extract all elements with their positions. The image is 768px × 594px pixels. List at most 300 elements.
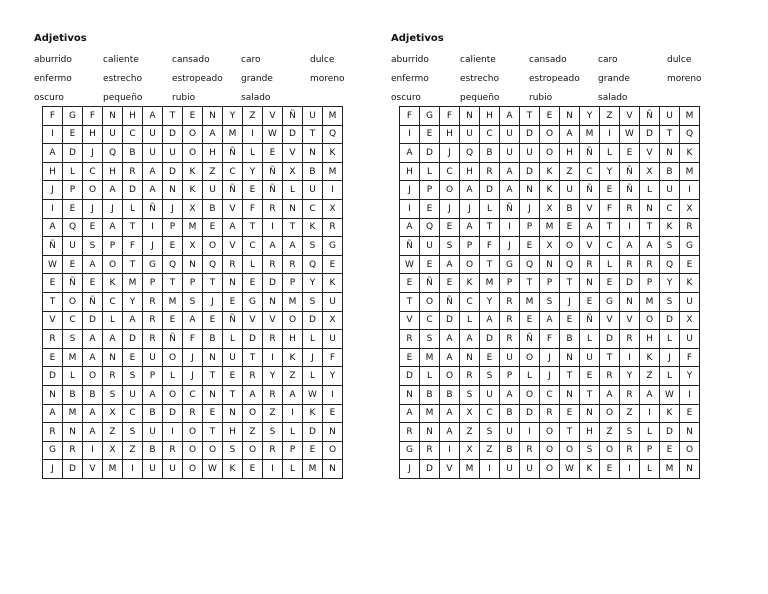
grid-cell: U [143, 125, 163, 144]
grid-cell: J [440, 144, 460, 163]
grid-cell: K [283, 348, 303, 367]
grid-cell: U [123, 385, 143, 404]
grid-cell: M [580, 125, 600, 144]
grid-cell: A [83, 348, 103, 367]
grid-cell: L [63, 367, 83, 386]
grid-cell: T [223, 385, 243, 404]
grid-cell: Ñ [43, 237, 63, 256]
grid-cell: V [640, 144, 660, 163]
grid-cell: S [123, 423, 143, 442]
grid-cell: T [560, 423, 580, 442]
grid-cell: J [400, 181, 420, 200]
grid-cell: C [83, 162, 103, 181]
grid-cell: Y [620, 367, 640, 386]
grid-cell: A [43, 144, 63, 163]
grid-cell: X [323, 311, 343, 330]
grid-cell: B [143, 404, 163, 423]
worksheet-title: Adjetivos [391, 33, 444, 44]
grid-cell: S [440, 237, 460, 256]
grid-cell: I [480, 460, 500, 479]
grid-cell: I [620, 460, 640, 479]
grid-cell: O [680, 441, 700, 460]
grid-row [400, 385, 700, 404]
grid-cell: O [203, 441, 223, 460]
grid-cell: A [400, 144, 420, 163]
grid-row [400, 274, 700, 293]
word-list-item: grande [598, 74, 630, 84]
grid-cell: Ñ [263, 162, 283, 181]
grid-cell: O [183, 125, 203, 144]
grid-cell: Q [680, 125, 700, 144]
grid-cell: Z [103, 423, 123, 442]
word-list-item: estrecho [460, 74, 499, 84]
grid-cell: C [480, 125, 500, 144]
grid-cell: M [323, 162, 343, 181]
grid-cell: X [680, 311, 700, 330]
grid-cell: R [103, 367, 123, 386]
grid-cell: H [283, 330, 303, 349]
grid-cell: E [420, 125, 440, 144]
letter-grid-wrapper [42, 106, 343, 479]
grid-cell: A [183, 311, 203, 330]
grid-cell: I [620, 218, 640, 237]
grid-cell: J [83, 199, 103, 218]
grid-cell: Ñ [520, 330, 540, 349]
grid-cell: Ñ [263, 181, 283, 200]
word-list-item: pequeño [460, 93, 500, 103]
grid-cell: A [283, 385, 303, 404]
grid-cell: L [243, 144, 263, 163]
grid-cell: R [243, 367, 263, 386]
grid-cell: U [323, 330, 343, 349]
grid-cell: M [163, 292, 183, 311]
grid-cell: B [480, 144, 500, 163]
grid-cell: P [63, 181, 83, 200]
grid-row [43, 125, 343, 144]
grid-cell: U [660, 181, 680, 200]
grid-cell: X [640, 162, 660, 181]
grid-cell: L [420, 367, 440, 386]
grid-cell: R [323, 218, 343, 237]
grid-cell: E [243, 460, 263, 479]
grid-cell: L [303, 330, 323, 349]
grid-row [400, 367, 700, 386]
grid-cell: D [640, 125, 660, 144]
grid-cell: N [263, 292, 283, 311]
grid-cell: E [520, 311, 540, 330]
grid-cell: N [460, 348, 480, 367]
grid-cell: O [163, 385, 183, 404]
grid-cell: U [420, 237, 440, 256]
grid-cell: C [243, 237, 263, 256]
grid-cell: Ñ [63, 274, 83, 293]
grid-cell: V [83, 460, 103, 479]
grid-cell: R [143, 311, 163, 330]
grid-cell: T [163, 107, 183, 126]
grid-cell: K [460, 274, 480, 293]
grid-cell: A [440, 330, 460, 349]
grid-cell: F [540, 330, 560, 349]
grid-cell: P [163, 218, 183, 237]
grid-cell: A [223, 218, 243, 237]
grid-cell: B [123, 144, 143, 163]
grid-cell: M [183, 218, 203, 237]
grid-cell: C [580, 162, 600, 181]
grid-cell: A [103, 218, 123, 237]
word-search-panel-left [34, 32, 364, 475]
grid-row [400, 404, 700, 423]
letter-grid [399, 106, 700, 479]
grid-cell: V [43, 311, 63, 330]
grid-cell: D [283, 125, 303, 144]
grid-row [400, 237, 700, 256]
grid-cell: T [243, 348, 263, 367]
grid-cell: G [63, 107, 83, 126]
grid-cell: Q [63, 218, 83, 237]
grid-cell: R [263, 199, 283, 218]
grid-cell: G [600, 292, 620, 311]
grid-cell: V [223, 199, 243, 218]
grid-cell: Ñ [580, 311, 600, 330]
grid-cell: S [480, 367, 500, 386]
grid-cell: P [640, 441, 660, 460]
grid-cell: Y [243, 162, 263, 181]
grid-row [43, 385, 343, 404]
grid-cell: L [640, 423, 660, 442]
grid-cell: E [43, 274, 63, 293]
grid-cell: S [183, 292, 203, 311]
grid-cell: W [203, 460, 223, 479]
grid-cell: T [400, 292, 420, 311]
grid-cell: U [500, 348, 520, 367]
grid-cell: R [500, 311, 520, 330]
grid-cell: I [640, 404, 660, 423]
grid-cell: N [63, 423, 83, 442]
grid-cell: Y [263, 367, 283, 386]
grid-cell: Ñ [223, 144, 243, 163]
grid-cell: K [660, 404, 680, 423]
grid-cell: Y [660, 274, 680, 293]
grid-cell: F [43, 107, 63, 126]
grid-cell: X [540, 199, 560, 218]
grid-cell: F [243, 199, 263, 218]
grid-cell: V [243, 311, 263, 330]
grid-cell: J [163, 199, 183, 218]
grid-cell: I [263, 460, 283, 479]
word-list-item: estropeado [529, 74, 580, 84]
grid-cell: X [283, 162, 303, 181]
grid-cell: C [303, 199, 323, 218]
grid-cell: A [620, 237, 640, 256]
grid-cell: R [620, 385, 640, 404]
grid-cell: A [540, 311, 560, 330]
grid-cell: U [460, 125, 480, 144]
grid-cell: W [660, 385, 680, 404]
grid-cell: S [303, 292, 323, 311]
grid-cell: R [400, 330, 420, 349]
grid-cell: O [540, 460, 560, 479]
grid-cell: W [303, 385, 323, 404]
grid-cell: H [480, 107, 500, 126]
grid-cell: J [460, 199, 480, 218]
grid-cell: S [480, 423, 500, 442]
grid-cell: Ñ [580, 181, 600, 200]
word-list-item: cansado [172, 55, 210, 65]
grid-cell: O [540, 144, 560, 163]
grid-cell: E [560, 404, 580, 423]
grid-cell: F [680, 348, 700, 367]
grid-cell: U [500, 144, 520, 163]
grid-cell: H [83, 125, 103, 144]
grid-cell: U [163, 144, 183, 163]
grid-cell: L [283, 181, 303, 200]
grid-cell: R [480, 162, 500, 181]
grid-cell: N [283, 199, 303, 218]
grid-row [43, 460, 343, 479]
grid-row [43, 292, 343, 311]
grid-cell: W [43, 255, 63, 274]
grid-cell: N [103, 348, 123, 367]
grid-cell: U [303, 181, 323, 200]
grid-cell: A [243, 385, 263, 404]
grid-cell: E [83, 218, 103, 237]
grid-cell: D [163, 125, 183, 144]
grid-cell: N [303, 144, 323, 163]
grid-cell: N [420, 423, 440, 442]
word-list-item: oscuro [34, 93, 64, 103]
grid-cell: T [580, 385, 600, 404]
grid-cell: U [143, 423, 163, 442]
grid-row [400, 423, 700, 442]
grid-row [43, 107, 343, 126]
grid-cell: E [203, 404, 223, 423]
grid-cell: O [323, 441, 343, 460]
grid-cell: Ñ [83, 292, 103, 311]
grid-row [43, 162, 343, 181]
grid-cell: K [103, 274, 123, 293]
grid-cell: B [660, 162, 680, 181]
grid-cell: R [43, 330, 63, 349]
grid-cell: A [600, 385, 620, 404]
grid-cell: N [560, 385, 580, 404]
grid-cell: V [440, 460, 460, 479]
grid-cell: I [680, 181, 700, 200]
grid-cell: N [520, 181, 540, 200]
grid-cell: V [580, 237, 600, 256]
word-list [34, 51, 364, 108]
grid-cell: O [283, 311, 303, 330]
grid-cell: A [400, 218, 420, 237]
grid-cell: P [500, 367, 520, 386]
grid-cell: E [480, 348, 500, 367]
grid-cell: O [520, 385, 540, 404]
grid-cell: F [600, 199, 620, 218]
grid-cell: V [600, 311, 620, 330]
grid-cell: L [123, 199, 143, 218]
grid-cell: I [283, 404, 303, 423]
grid-row [43, 404, 343, 423]
word-list-item: salado [598, 93, 628, 103]
grid-cell: L [283, 460, 303, 479]
grid-cell: A [143, 181, 163, 200]
grid-cell: K [323, 274, 343, 293]
grid-cell: M [480, 274, 500, 293]
grid-cell: B [83, 385, 103, 404]
word-list-item: enfermo [34, 74, 72, 84]
grid-cell: U [143, 460, 163, 479]
grid-cell: H [203, 144, 223, 163]
grid-cell: Q [103, 144, 123, 163]
grid-cell: C [420, 311, 440, 330]
grid-cell: R [540, 404, 560, 423]
grid-cell: J [500, 237, 520, 256]
grid-cell: G [420, 107, 440, 126]
grid-cell: K [183, 181, 203, 200]
grid-cell: Z [283, 367, 303, 386]
grid-cell: J [43, 181, 63, 200]
grid-cell: U [63, 237, 83, 256]
grid-cell: Q [420, 218, 440, 237]
grid-cell: R [143, 292, 163, 311]
grid-cell: A [460, 218, 480, 237]
grid-cell: U [323, 292, 343, 311]
grid-cell: O [243, 441, 263, 460]
grid-cell: U [223, 348, 243, 367]
grid-cell: L [600, 144, 620, 163]
grid-cell: T [203, 274, 223, 293]
grid-cell: O [163, 348, 183, 367]
grid-cell: E [183, 107, 203, 126]
word-list-item: moreno [310, 74, 345, 84]
grid-cell: A [560, 125, 580, 144]
grid-cell: J [440, 199, 460, 218]
grid-cell: R [263, 441, 283, 460]
grid-row [43, 255, 343, 274]
grid-cell: R [63, 441, 83, 460]
grid-cell: C [480, 404, 500, 423]
grid-cell: A [143, 385, 163, 404]
grid-cell: H [400, 162, 420, 181]
grid-row [400, 107, 700, 126]
grid-row [400, 348, 700, 367]
word-list-item: caliente [460, 55, 496, 65]
grid-row [400, 441, 700, 460]
grid-cell: M [283, 292, 303, 311]
grid-cell: O [103, 255, 123, 274]
grid-cell: Y [600, 162, 620, 181]
grid-cell: J [303, 348, 323, 367]
grid-cell: E [400, 274, 420, 293]
grid-cell: R [263, 255, 283, 274]
grid-cell: L [103, 311, 123, 330]
grid-cell: V [400, 311, 420, 330]
grid-cell: P [183, 274, 203, 293]
grid-cell: F [323, 348, 343, 367]
grid-cell: M [303, 460, 323, 479]
grid-cell: A [500, 107, 520, 126]
grid-cell: S [223, 441, 243, 460]
grid-cell: L [63, 162, 83, 181]
grid-cell: D [43, 367, 63, 386]
grid-cell: L [600, 255, 620, 274]
grid-cell: A [460, 330, 480, 349]
grid-cell: P [540, 274, 560, 293]
grid-cell: Z [263, 404, 283, 423]
grid-cell: A [440, 404, 460, 423]
grid-row [400, 199, 700, 218]
grid-cell: Ñ [223, 311, 243, 330]
grid-cell: J [540, 348, 560, 367]
grid-cell: L [660, 367, 680, 386]
grid-cell: M [420, 404, 440, 423]
grid-cell: R [460, 367, 480, 386]
grid-cell: E [520, 237, 540, 256]
grid-cell: E [620, 144, 640, 163]
grid-cell: E [63, 255, 83, 274]
grid-cell: R [620, 199, 640, 218]
grid-cell: A [83, 423, 103, 442]
grid-cell: G [323, 237, 343, 256]
grid-cell: G [43, 441, 63, 460]
grid-cell: U [203, 181, 223, 200]
grid-cell: O [600, 404, 620, 423]
grid-cell: Z [460, 423, 480, 442]
grid-cell: P [283, 274, 303, 293]
grid-cell: U [163, 460, 183, 479]
grid-cell: Z [123, 441, 143, 460]
grid-cell: R [500, 330, 520, 349]
grid-cell: T [520, 274, 540, 293]
grid-cell: N [400, 385, 420, 404]
grid-cell: S [63, 330, 83, 349]
grid-cell: Ñ [420, 274, 440, 293]
grid-cell: E [203, 311, 223, 330]
grid-cell: J [540, 367, 560, 386]
grid-cell: I [43, 199, 63, 218]
grid-cell: H [440, 125, 460, 144]
worksheet-title: Adjetivos [34, 33, 87, 44]
grid-cell: D [163, 404, 183, 423]
grid-cell: B [500, 441, 520, 460]
grid-cell: C [183, 385, 203, 404]
grid-cell: M [460, 460, 480, 479]
grid-cell: I [243, 125, 263, 144]
grid-cell: D [163, 162, 183, 181]
grid-row [43, 441, 343, 460]
grid-row [400, 125, 700, 144]
grid-cell: L [640, 181, 660, 200]
grid-cell: T [243, 218, 263, 237]
grid-cell: A [440, 255, 460, 274]
grid-cell: Z [600, 107, 620, 126]
grid-cell: E [600, 460, 620, 479]
grid-cell: M [420, 348, 440, 367]
grid-cell: Y [223, 107, 243, 126]
grid-cell: S [660, 292, 680, 311]
grid-cell: E [680, 255, 700, 274]
grid-cell: W [620, 125, 640, 144]
grid-cell: Y [123, 292, 143, 311]
word-list-item: estropeado [172, 74, 223, 84]
grid-cell: L [223, 330, 243, 349]
word-list-item: rubio [529, 93, 553, 103]
grid-cell: O [83, 181, 103, 200]
grid-cell: O [520, 348, 540, 367]
grid-cell: O [183, 423, 203, 442]
grid-cell: T [123, 218, 143, 237]
grid-row [400, 311, 700, 330]
grid-cell: I [163, 423, 183, 442]
